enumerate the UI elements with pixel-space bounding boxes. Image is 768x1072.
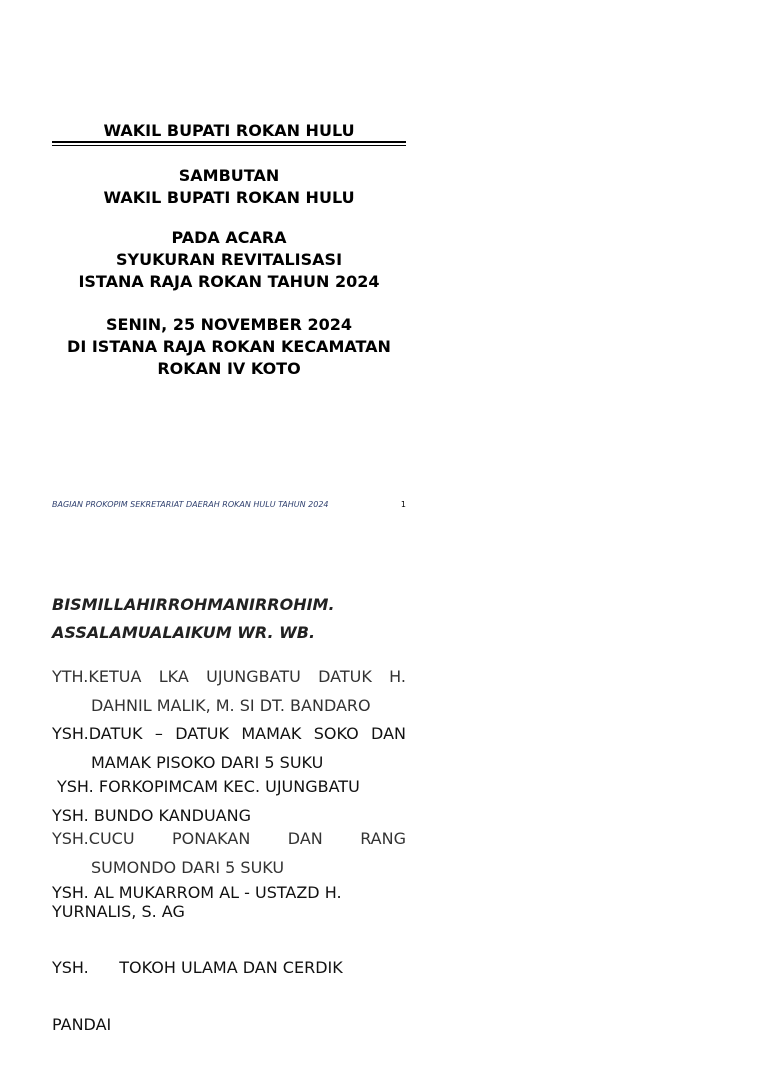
salutation-ysh-datuk	[52, 719, 406, 777]
title-line: WAKIL BUPATI ROKAN HULU	[103, 188, 355, 207]
salutation-text: DATUK – DATUK MAMAK SOKO DAN	[88, 724, 406, 743]
date-line: SENIN, 25 NOVEMBER 2024	[105, 315, 352, 334]
event-date-location	[52, 314, 406, 380]
title-line: SAMBUTAN	[178, 166, 280, 185]
page-footer	[52, 500, 406, 509]
event-title	[52, 227, 406, 293]
salutation-text: CUCU PONAKAN DAN RANG	[88, 829, 406, 848]
header-rule-thick	[52, 141, 406, 143]
salutation-text: YSH. TOKOH ULAMA DAN CERDIK	[52, 958, 343, 977]
salutation-text: KETUA LKA UJUNGBATU DATUK H.	[88, 667, 406, 686]
salutation-label: YSH.	[52, 829, 89, 848]
salutation-text: MAMAK PISOKO DARI 5 SUKU	[91, 753, 324, 772]
salutation-yth-ketua	[52, 662, 406, 720]
salutation-text: FORKOPIMCAM KEC. UJUNGBATU	[98, 777, 360, 796]
page-number: 1	[400, 500, 406, 509]
greeting-bismillah: BISMILLAHIRROHMANIRROHIM.	[52, 595, 335, 614]
salutation-label: YSH.	[57, 777, 94, 796]
event-line: PADA ACARA	[171, 228, 287, 247]
event-line: ISTANA RAJA ROKAN TAHUN 2024	[78, 272, 380, 291]
header-rule-thin	[52, 145, 406, 146]
greeting-salam: ASSALAMUALAIKUM WR. WB.	[52, 623, 316, 642]
salutation-label: YSH.	[52, 724, 89, 743]
footer-text: BAGIAN PROKOPIM SEKRETARIAT DAERAH ROKAN HULU TAHUN 2024	[52, 500, 329, 509]
salutation-ysh-forkopimcam	[52, 777, 406, 797]
salutation-text: PANDAI	[52, 1015, 112, 1034]
salutation-ysh-cucu	[52, 824, 406, 882]
salutation-text: YURNALIS, S. AG	[52, 902, 185, 921]
salutation-text: DAHNIL MALIK, M. SI DT. BANDARO	[91, 696, 371, 715]
document-header: WAKIL BUPATI ROKAN HULU	[103, 121, 355, 140]
salutation-text: SUMONDO DARI 5 SUKU	[91, 858, 285, 877]
location-line: DI ISTANA RAJA ROKAN KECAMATAN	[67, 337, 391, 356]
salutation-text: YSH. AL MUKARROM AL - USTAZD H.	[52, 883, 342, 902]
salutation-ysh-ulama	[52, 920, 406, 1072]
salutation-label: YTH.	[52, 667, 89, 686]
location-line: ROKAN IV KOTO	[157, 359, 301, 378]
salutation-ysh-ustazd	[52, 883, 406, 921]
salutation-ysh-bundo: YSH. BUNDO KANDUANG	[52, 806, 251, 825]
speech-title	[52, 165, 406, 209]
event-line: SYUKURAN REVITALISASI	[115, 250, 343, 269]
